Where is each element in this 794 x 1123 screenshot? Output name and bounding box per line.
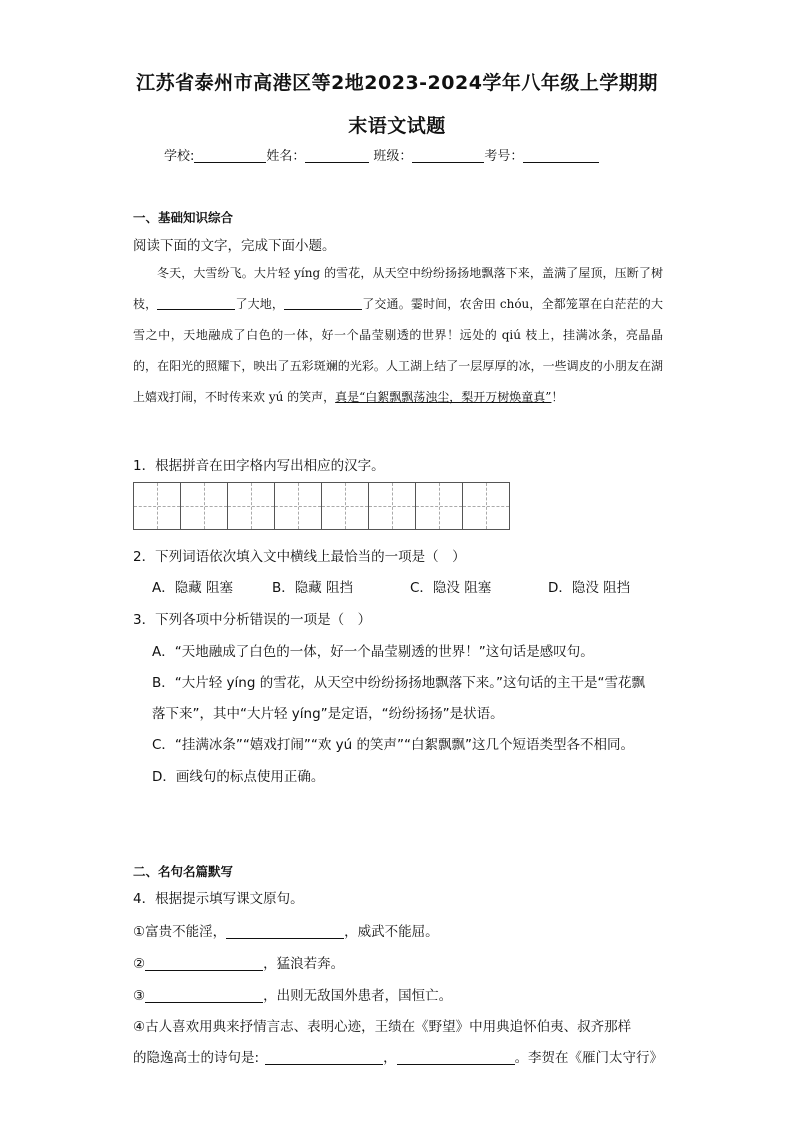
passage-part2: 了大地，: [235, 297, 285, 311]
question-4: 4．根据提示填写课文原句。: [133, 891, 304, 907]
item2-pre: ②: [133, 956, 146, 972]
section1-heading: 一、基础知识综合: [133, 210, 234, 225]
grid-cell[interactable]: [133, 482, 181, 530]
tianzige-grid: [133, 482, 510, 530]
grid-cell[interactable]: [321, 482, 369, 530]
passage-part1: 冬天，大雪纷飞。大片轻 yíng 的雪花，从天空中纷纷扬扬地飘落下来，盖满了屋顶，压断了树枝，: [133, 266, 663, 311]
name-field[interactable]: [305, 148, 369, 163]
q3-option-c[interactable]: C．“挂满冰条”“嬉戏打闹”“欢 yú 的笑声”“白絮飘飘”这几个短语类型各不相同。: [152, 737, 635, 753]
item4-blank-2[interactable]: [397, 1050, 515, 1065]
name-label: 姓名：: [266, 149, 306, 164]
q3-option-a[interactable]: A．“天地融成了白色的一体，好一个晶莹剔透的世界！”这句话是感叹句。: [152, 644, 594, 660]
passage-end: ！: [551, 390, 564, 404]
grid-cell[interactable]: [180, 482, 228, 530]
section1-intro: 阅读下面的文字，完成下面小题。: [133, 238, 336, 254]
school-field[interactable]: [194, 148, 266, 163]
exam-title-line2: 末语文试题: [348, 115, 446, 137]
section2-heading: 二、名句名篇默写: [133, 864, 234, 879]
student-info-row: [164, 145, 599, 164]
question-1: 1．根据拼音在田字格内写出相应的汉字。: [133, 458, 385, 474]
question-3: 3．下列各项中分析错误的一项是（ ）: [133, 612, 372, 628]
exam-title-line1: 江苏省泰州市高港区等2地2023-2024学年八年级上学期期: [136, 72, 658, 94]
item4-post: 。李贺在《雁门太守行》: [514, 1050, 664, 1066]
q3-option-d[interactable]: D．画线句的标点使用正确。: [152, 769, 325, 785]
q2-option-b[interactable]: B．隐藏 阻挡: [272, 580, 354, 596]
item1-post: ，威武不能屈。: [344, 924, 439, 940]
item4-separator: ，: [383, 1050, 397, 1066]
grid-cell[interactable]: [415, 482, 463, 530]
school-label: 学校:: [164, 149, 195, 164]
item1-blank[interactable]: [226, 924, 344, 939]
grid-cell[interactable]: [274, 482, 322, 530]
item3-blank[interactable]: [145, 988, 263, 1003]
item4-pre: 的隐逸高士的诗句是:: [133, 1050, 260, 1066]
underlined-sentence: 真是“白絮飘飘荡浊尘，梨开万树焕童真”: [335, 390, 552, 404]
recite-item-3: [133, 984, 452, 1004]
grid-cell[interactable]: [368, 482, 416, 530]
id-label: 考号：: [484, 149, 524, 164]
recite-item-4-cont: [133, 1046, 663, 1066]
item2-post: ，猛浪若奔。: [263, 956, 345, 972]
item3-pre: ③: [133, 988, 146, 1004]
q2-option-d[interactable]: D．隐没 阻挡: [548, 580, 631, 596]
q3-option-b-cont: 落下来”，其中“大片轻 yíng”是定语，“纷纷扬扬”是状语。: [152, 706, 504, 722]
item1-pre: ①富贵不能淫，: [133, 924, 227, 940]
question-2: 2．下列词语依次填入文中横线上最恰当的一项是（ ）: [133, 549, 466, 565]
id-field[interactable]: [523, 148, 599, 163]
q2-option-c[interactable]: C．隐没 阻塞: [410, 580, 492, 596]
item3-post: ，出则无敌国外患者，国恒亡。: [263, 988, 453, 1004]
passage-part3: 了交通。霎时间，农舍田 chóu，全都笼罩在白茫茫的大雪之中，天地融成了白色的一体，好一个晶莹剔透的世界！远处的 qiú 枝上，挂满冰条，亮晶晶的，在阳光的照耀下，映出了五彩斑斓的光彩。人工湖上结了一层厚厚的冰，一些调皮的小朋友在湖上嬉戏打闹，不时传来欢 yú 的笑声，: [133, 297, 663, 404]
reading-passage: [133, 258, 663, 413]
item4-blank-1[interactable]: [265, 1050, 383, 1065]
grid-cell[interactable]: [462, 482, 510, 530]
class-label: 班级：: [373, 149, 413, 164]
recite-item-1: [133, 920, 439, 940]
grid-cell[interactable]: [227, 482, 275, 530]
recite-item-4: ④古人喜欢用典来抒情言志、表明心迹，王绩在《野望》中用典追怀伯夷、叔齐那样: [133, 1019, 632, 1035]
passage-blank-1[interactable]: [157, 296, 235, 310]
recite-item-2: [133, 952, 344, 972]
passage-blank-2[interactable]: [284, 296, 362, 310]
q3-option-b[interactable]: B．“大片轻 yíng 的雪花，从天空中纷纷扬扬地飘落下来。”这句话的主干是“雪花飘: [152, 675, 645, 691]
class-field[interactable]: [412, 148, 484, 163]
q2-option-a[interactable]: A．隐藏 阻塞: [152, 580, 234, 596]
item2-blank[interactable]: [145, 956, 263, 971]
